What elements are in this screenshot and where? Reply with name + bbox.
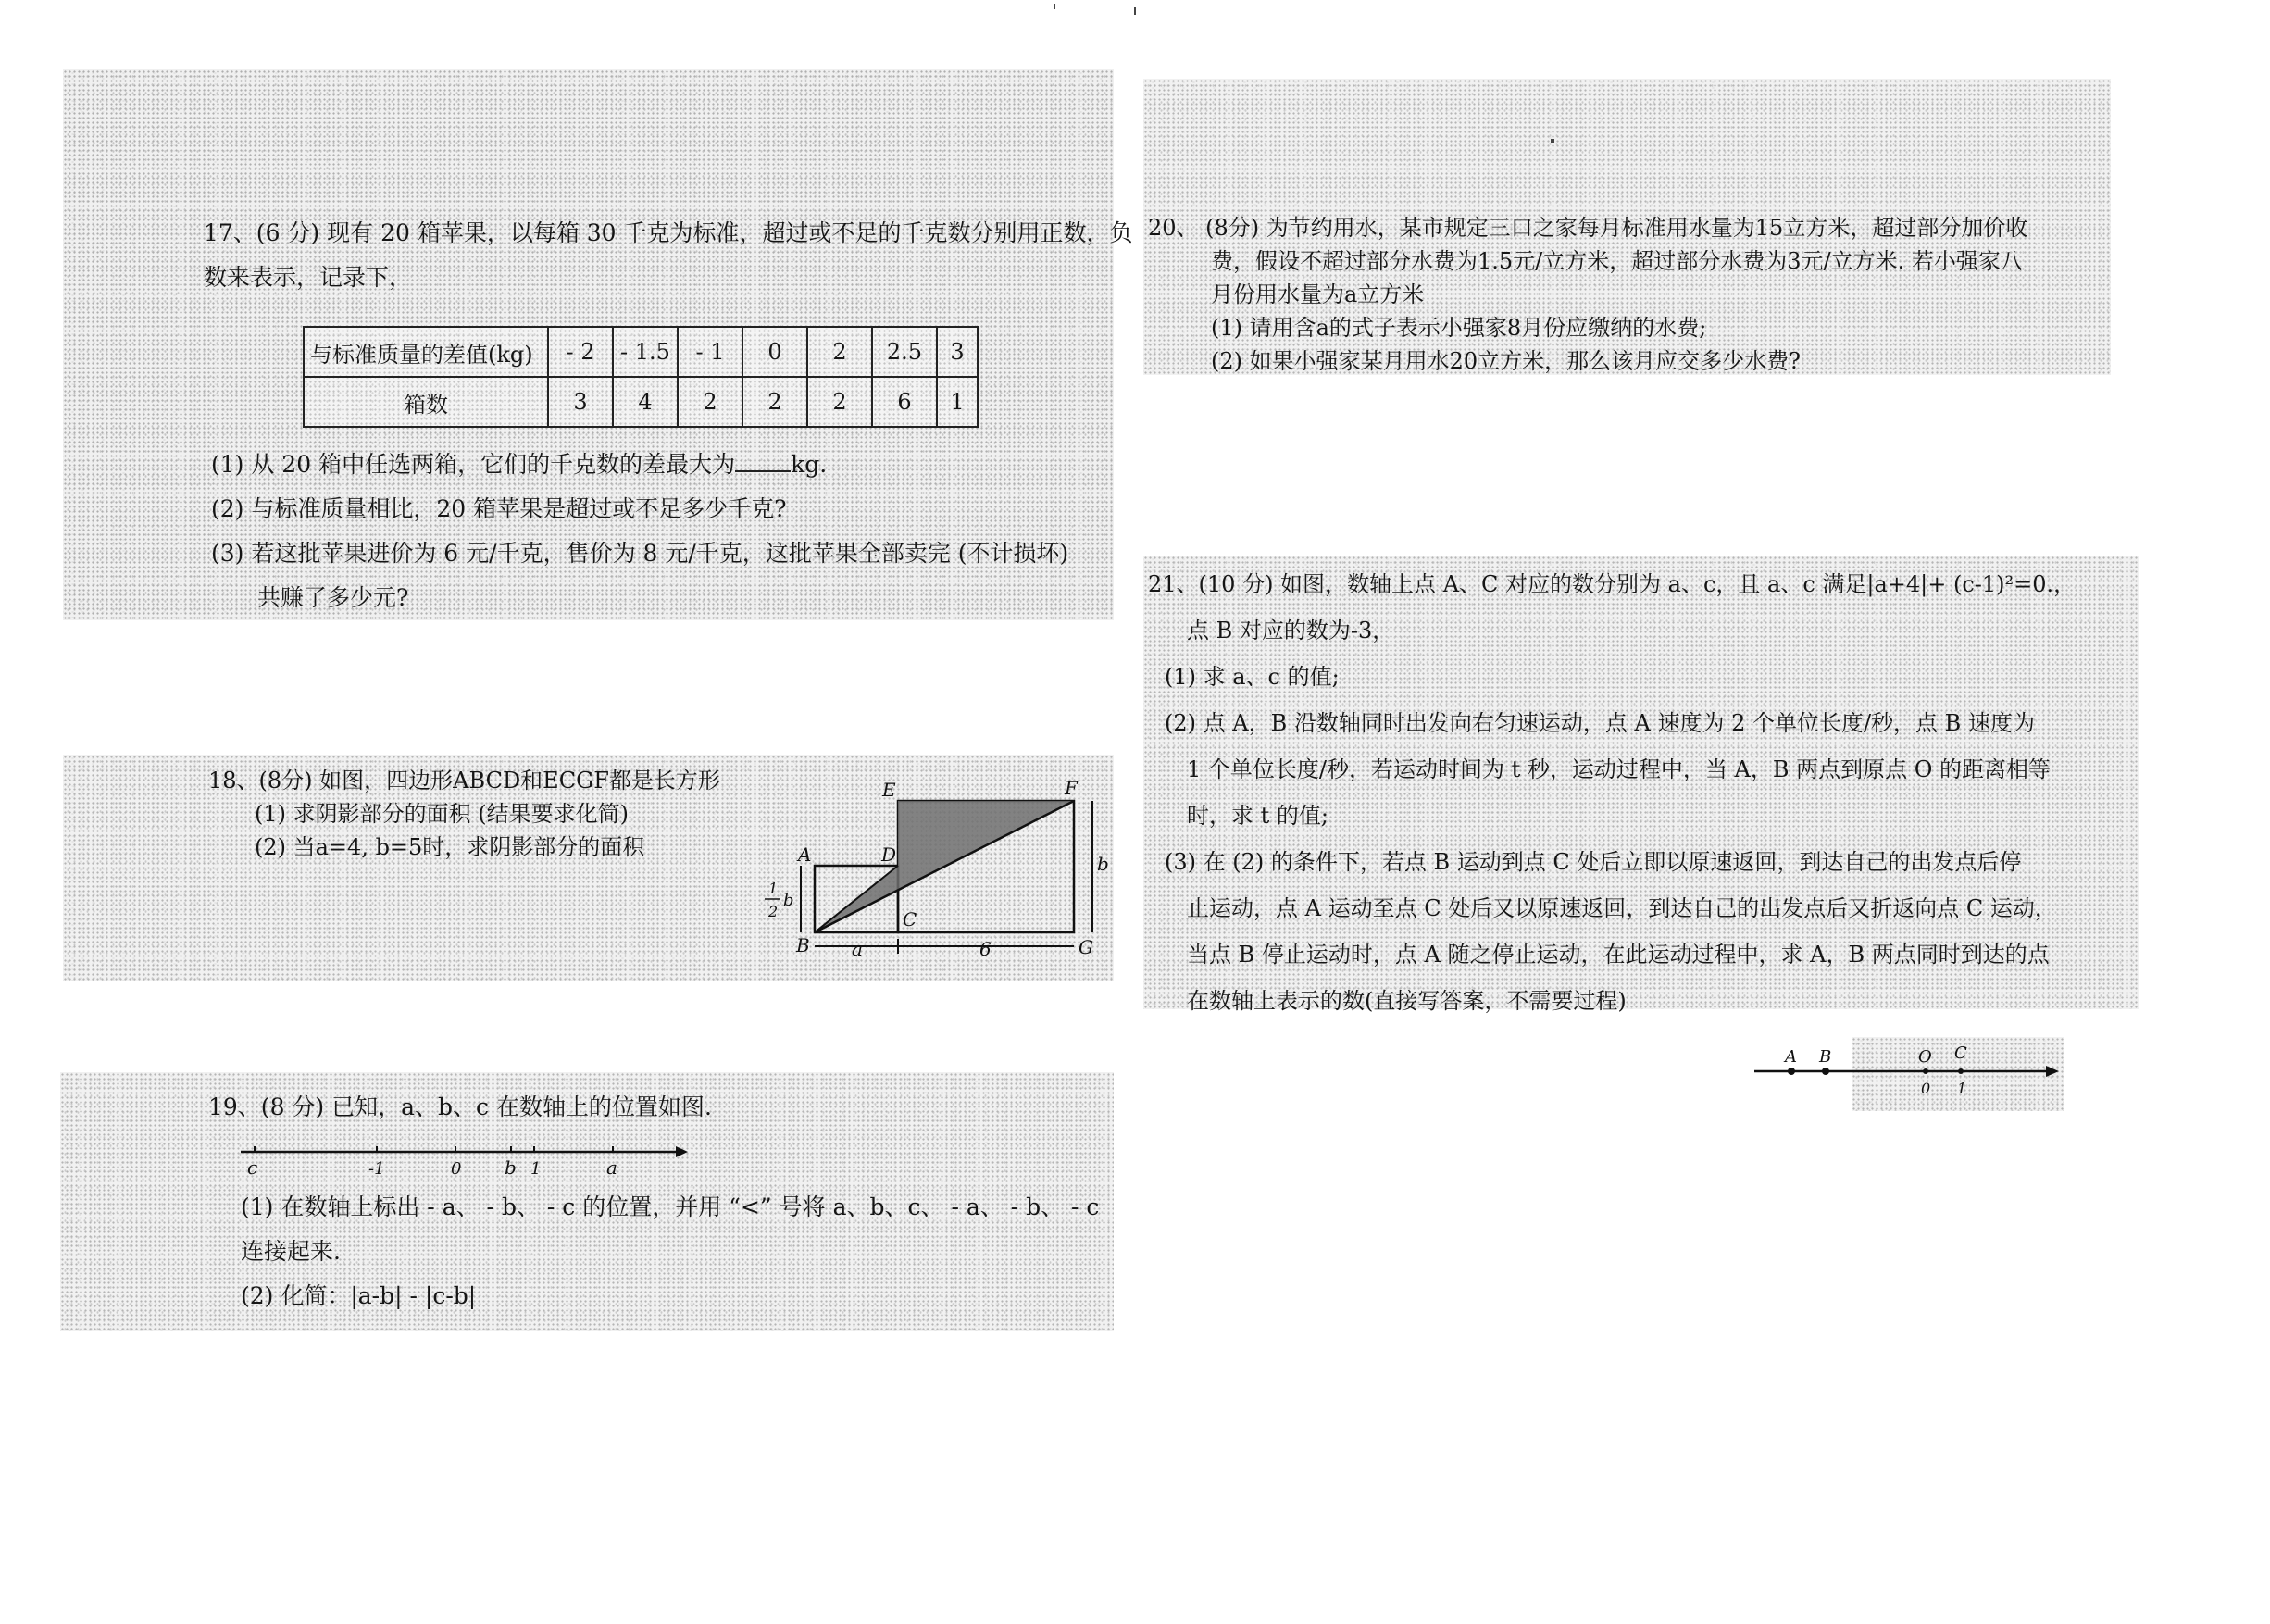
- q20-stem-cont-2: 月份用水量为a立方米: [1211, 281, 1425, 307]
- q17-part-3-cont: 共赚了多少元?: [257, 584, 409, 611]
- axis-label-b: b: [505, 1156, 517, 1176]
- q21-part-2-cont-1: 1 个单位长度/秒，若运动时间为 t 秒，运动过程中，当 A，B 两点到原点 O 的距离相等: [1187, 756, 2052, 782]
- table-cell: 1: [937, 377, 978, 427]
- scan-speck: [1134, 7, 1136, 15]
- table-cell: 6: [872, 377, 937, 427]
- q20-stem: 20、 (8分) 为节约用水，某市规定三口之家每月标准用水量为15立方米，超过部分加价收: [1148, 215, 2028, 241]
- label-a-length: a: [852, 938, 863, 958]
- label-b-point: B: [796, 934, 810, 956]
- label-point-o: O: [1918, 1047, 1932, 1067]
- q21-stem-cont: 点 B 对应的数为-3，: [1187, 618, 1395, 643]
- table-cell: 4: [613, 377, 678, 427]
- label-a-point: A: [798, 843, 812, 866]
- table-row: [304, 327, 978, 377]
- q18-rectangles-figure: [759, 768, 1111, 958]
- q21-part-2-cont-2: 时，求 t 的值;: [1187, 803, 1328, 829]
- q17-stem-cont: 数来表示，记录下，: [204, 264, 413, 291]
- q17-data-table: [303, 326, 979, 428]
- q19-part-2: (2) 化简：|a-b| - |c-b|: [241, 1282, 477, 1309]
- q21-part-1: (1) 求 a、c 的值;: [1165, 664, 1340, 690]
- label-d-point: D: [881, 843, 897, 866]
- q18-stem: 18、(8分) 如图，四边形ABCD和ECGF都是长方形: [208, 768, 720, 793]
- q20-stem-cont-1: 费，假设不超过部分水费为1.5元/立方米，超过部分水费为3元/立方米. 若小强家八: [1211, 248, 2023, 274]
- label-half-b: b: [783, 891, 794, 910]
- table-row-header: 箱数: [304, 377, 548, 427]
- answer-blank[interactable]: [735, 443, 791, 472]
- label-c-point: C: [903, 908, 917, 931]
- q20-part-2: (2) 如果小强家某月用水20立方米，那么该月应交多少水费?: [1211, 348, 1802, 374]
- table-cell: 2.5: [872, 327, 937, 377]
- q21-number-line: [1750, 1042, 2064, 1106]
- label-half-numerator: 1: [768, 880, 779, 897]
- point-a: [1788, 1068, 1795, 1075]
- label-six-length: 6: [979, 938, 992, 958]
- table-cell: 3: [548, 377, 613, 427]
- table-row-header: 与标准质量的差值(kg): [304, 327, 548, 377]
- label-e-point: E: [882, 779, 896, 801]
- question-21: [1148, 561, 2076, 1024]
- question-18: [208, 764, 720, 864]
- diagonal-bd: [815, 866, 898, 932]
- table-row: [304, 377, 978, 427]
- label-one: 1: [1957, 1080, 1967, 1097]
- q19-stem: 19、(8 分) 已知，a、b、c 在数轴上的位置如图.: [208, 1093, 712, 1120]
- q21-part-3-cont-2: 当点 B 停止运动时，点 A 随之停止运动，在此运动过程中，求 A，B 两点同时到达的点: [1187, 942, 2050, 968]
- question-17: [204, 211, 1133, 300]
- question-20: [1148, 211, 2027, 378]
- label-g-point: G: [1079, 936, 1093, 958]
- table-cell: 3: [937, 327, 978, 377]
- q21-stem: 21、(10 分) 如图，数轴上点 A、C 对应的数分别为 a、c，且 a、c 满足|a+4|+ (c-1)²=0.，: [1148, 571, 2077, 597]
- q17-part-2: (2) 与标准质量相比，20 箱苹果是超过或不足多少千克?: [211, 495, 787, 522]
- scan-speck: [1551, 139, 1554, 143]
- q19-parts: [241, 1185, 1099, 1318]
- table-cell: 2: [807, 377, 872, 427]
- q17-part-1: [211, 443, 1068, 487]
- q21-part-3-cont-3: 在数轴上表示的数(直接写答案，不需要过程): [1187, 988, 1627, 1014]
- q21-part-3-cont-1: 止运动，点 A 运动至点 C 处后又以原速返回，到达自己的出发点后又折返向点 C 运动，: [1187, 895, 2057, 921]
- table-cell: 0: [742, 327, 807, 377]
- q20-part-1: (1) 请用含a的式子表示小强家8月份应缴纳的水费;: [1211, 315, 1707, 341]
- table-cell: - 1.5: [613, 327, 678, 377]
- label-zero: 0: [1921, 1080, 1931, 1097]
- point-c: [1958, 1068, 1964, 1074]
- axis-label-one: 1: [530, 1159, 542, 1176]
- q17-part-1-text: (1) 从 20 箱中任选两箱，它们的千克数的差最大为: [211, 451, 736, 478]
- q17-parts: [211, 443, 1068, 620]
- table-cell: 2: [807, 327, 872, 377]
- q17-stem: 17、(6 分) 现有 20 箱苹果，以每箱 30 千克为标准，超过或不足的千克数分别用正数，负: [204, 219, 1133, 246]
- q19-part-1: (1) 在数轴上标出 - a、 - b、 - c 的位置，并用 “<” 号将 a、b、c、 - a、 - b、 - c: [241, 1193, 1100, 1220]
- q19-number-line: [236, 1130, 690, 1176]
- axis-label-a: a: [606, 1156, 617, 1176]
- q21-part-3: (3) 在 (2) 的条件下，若点 B 运动到点 C 处后立即以原速返回，到达自己的出发点后停: [1165, 849, 2022, 875]
- axis-arrow: [2046, 1066, 2059, 1077]
- label-point-b: B: [1819, 1047, 1832, 1067]
- label-b-length: b: [1097, 853, 1109, 875]
- label-point-a: A: [1785, 1047, 1797, 1067]
- q17-part-3: (3) 若这批苹果进价为 6 元/千克，售价为 8 元/千克，这批苹果全部卖完 (不计损坏): [211, 540, 1069, 567]
- label-f-point: F: [1065, 777, 1078, 799]
- table-cell: - 2: [548, 327, 613, 377]
- scan-speck: [1054, 4, 1055, 9]
- q18-part-1: (1) 求阴影部分的面积 (结果要求化简): [255, 801, 629, 827]
- question-19: [208, 1085, 712, 1130]
- axis-arrow: [676, 1146, 688, 1157]
- q17-part-1-unit: kg.: [791, 451, 828, 478]
- table-cell: - 1: [678, 327, 742, 377]
- q19-part-1-cont: 连接起来.: [241, 1238, 341, 1265]
- axis-label-c: c: [247, 1156, 258, 1176]
- axis-label-zero: 0: [451, 1159, 462, 1176]
- axis-label-minus-one: -1: [368, 1159, 385, 1176]
- q18-part-2: (2) 当a=4, b=5时，求阴影部分的面积: [255, 834, 645, 860]
- label-half-denominator: 2: [768, 903, 779, 920]
- table-cell: 2: [678, 377, 742, 427]
- label-point-c: C: [1954, 1043, 1967, 1063]
- point-b: [1822, 1068, 1829, 1075]
- point-o: [1923, 1068, 1928, 1074]
- q21-part-2: (2) 点 A，B 沿数轴同时出发向右匀速运动，点 A 速度为 2 个单位长度/秒，点 B 速度为: [1165, 710, 2035, 736]
- table-cell: 2: [742, 377, 807, 427]
